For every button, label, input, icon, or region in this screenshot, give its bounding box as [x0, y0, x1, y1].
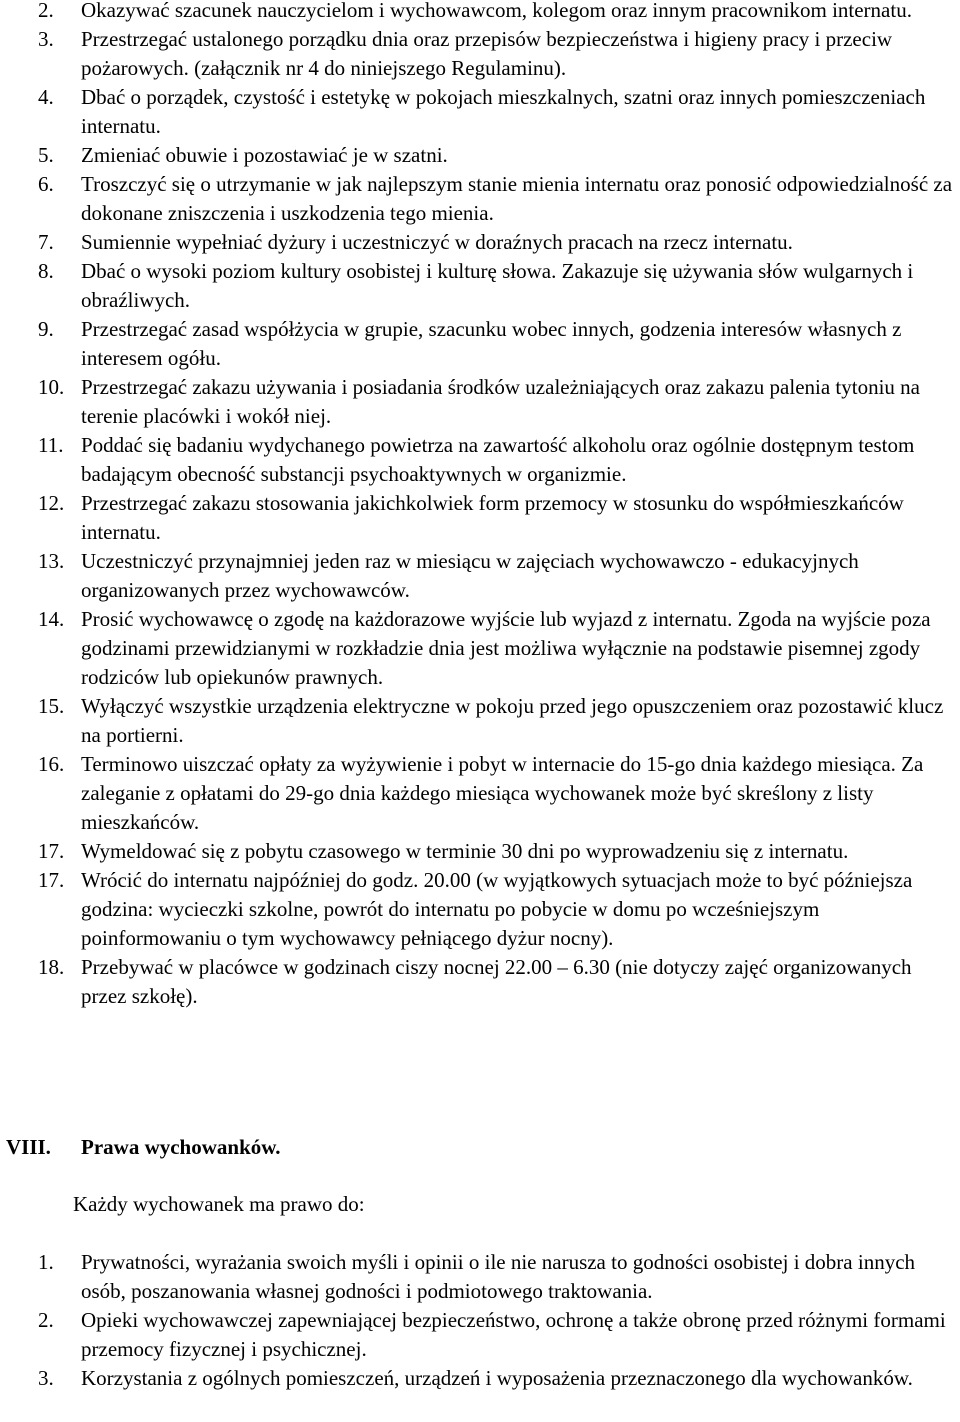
- list-item: [0, 431, 960, 489]
- item-number: 17.: [38, 839, 65, 863]
- item-text: Terminowo uiszczać opłaty za wyżywienie i pobyt w internacie do 15-go dnia każdego miesiąca. Za zaleganie z opłatami do 29-go dnia każdego miesiąca wychowanek może być skreślony z listy mieszkańców.: [81, 752, 924, 834]
- list-item: [0, 0, 960, 25]
- item-number: 3.: [38, 27, 54, 51]
- item-number: 1.: [38, 1250, 54, 1274]
- item-text: Przestrzegać zakazu stosowania jakichkolwiek form przemocy w stosunku do współmieszkańców internatu.: [81, 491, 904, 544]
- item-text: Dbać o porządek, czystość i estetykę w pokojach mieszkalnych, szatni oraz innych pomieszczeniach internatu.: [81, 85, 926, 138]
- item-text: Wrócić do internatu najpóźniej do godz. 20.00 (w wyjątkowych sytuacjach może to być późniejsza godzina: wycieczki szkolne, powrót do internatu po pobycie w domu po wcześniejszym poinformowaniu o tym wychowawcy pełniącego dyżur nocny).: [81, 868, 913, 950]
- list-item: [0, 692, 960, 750]
- item-number: 9.: [38, 317, 54, 341]
- item-number: 11.: [38, 433, 64, 457]
- item-number: 16.: [38, 752, 65, 776]
- rights-list: [0, 1248, 960, 1393]
- item-text: Troszczyć się o utrzymanie w jak najlepszym stanie mienia internatu oraz ponosić odpowiedzialność za dokonane zniszczenia i uszkodzenia tego mienia.: [81, 172, 953, 225]
- item-number: 2.: [38, 0, 54, 22]
- item-number: 18.: [38, 955, 65, 979]
- item-number: 17.: [38, 868, 65, 892]
- item-text: Poddać się badaniu wydychanego powietrza na zawartość alkoholu oraz ogólnie dostępnym testom badającym obecność substancji psychoaktywnych w organizmie.: [81, 433, 915, 486]
- list-item: [0, 1364, 960, 1393]
- item-number: 15.: [38, 694, 65, 718]
- list-item: [0, 141, 960, 170]
- list-item: [0, 315, 960, 373]
- item-text: Przestrzegać zasad współżycia w grupie, szacunku wobec innych, godzenia interesów własnych z interesem ogółu.: [81, 317, 902, 370]
- item-number: 10.: [38, 375, 65, 399]
- item-number: 14.: [38, 607, 65, 631]
- item-text: Korzystania z ogólnych pomieszczeń, urządzeń i wyposażenia przeznaczonego dla wychowanków.: [81, 1366, 913, 1390]
- item-number: 12.: [38, 491, 65, 515]
- list-item: [0, 1248, 960, 1306]
- item-text: Prosić wychowawcę o zgodę na każdorazowe wyjście lub wyjazd z internatu. Zgoda na wyjście poza godzinami przewidzianymi w rozkładzie dnia jest możliwa wyłącznie na podstawie pisemnej zgody rodziców lub opiekunów prawnych.: [81, 607, 931, 689]
- section-title: Prawa wychowanków.: [81, 1135, 281, 1159]
- list-item: [0, 837, 960, 866]
- list-item: [0, 547, 960, 605]
- item-text: Wyłączyć wszystkie urządzenia elektryczne w pokoju przed jego opuszczeniem oraz pozostawić klucz na portierni.: [81, 694, 944, 747]
- list-item: [0, 25, 960, 83]
- item-number: 2.: [38, 1308, 54, 1332]
- list-item: [0, 257, 960, 315]
- item-text: Wymeldować się z pobytu czasowego w terminie 30 dni po wyprowadzeniu się z internatu.: [81, 839, 849, 863]
- item-number: 5.: [38, 143, 54, 167]
- list-item: [0, 489, 960, 547]
- item-text: Uczestniczyć przynajmniej jeden raz w miesiącu w zajęciach wychowawczo - edukacyjnych organizowanych przez wychowawców.: [81, 549, 859, 602]
- item-number: 13.: [38, 549, 65, 573]
- list-item: [0, 170, 960, 228]
- list-item: [0, 605, 960, 692]
- item-text: Przestrzegać zakazu używania i posiadania środków uzależniających oraz zakazu palenia tytoniu na terenie placówki i wokół niej.: [81, 375, 921, 428]
- list-item: [0, 83, 960, 141]
- item-text: Opieki wychowawczej zapewniającej bezpieczeństwo, ochronę a także obronę przed różnymi formami przemocy fizycznej i psychicznej.: [81, 1308, 946, 1361]
- item-text: Sumiennie wypełniać dyżury i uczestniczyć w doraźnych pracach na rzecz internatu.: [81, 230, 793, 254]
- item-number: 6.: [38, 172, 54, 196]
- item-text: Okazywać szacunek nauczycielom i wychowawcom, kolegom oraz innym pracownikom internatu.: [81, 0, 912, 22]
- list-item: [0, 750, 960, 837]
- list-item: [0, 953, 960, 1011]
- section-number: VIII.: [6, 1135, 51, 1159]
- item-number: 3.: [38, 1366, 54, 1390]
- item-text: Przestrzegać ustalonego porządku dnia oraz przepisów bezpieczeństwa i higieny pracy i przeciw pożarowych. (załącznik nr 4 do niniejszego Regulaminu).: [81, 27, 893, 80]
- item-number: 8.: [38, 259, 54, 283]
- item-number: 4.: [38, 85, 54, 109]
- item-text: Zmieniać obuwie i pozostawiać je w szatni.: [81, 143, 448, 167]
- list-item: [0, 1306, 960, 1364]
- item-text: Dbać o wysoki poziom kultury osobistej i kulturę słowa. Zakazuje się używania słów wulgarnych i obraźliwych.: [81, 259, 914, 312]
- list-item: [0, 228, 960, 257]
- list-item: [0, 866, 960, 953]
- item-text: Przebywać w placówce w godzinach ciszy nocnej 22.00 – 6.30 (nie dotyczy zajęć organizowanych przez szkołę).: [81, 955, 912, 1008]
- item-text: Prywatności, wyrażania swoich myśli i opinii o ile nie narusza to godności osobistej i dobra innych osób, poszanowania własnej godności i podmiotowego traktowania.: [81, 1250, 916, 1303]
- item-number: 7.: [38, 230, 54, 254]
- intro-text: Każdy wychowanek ma prawo do:: [73, 1192, 365, 1216]
- list-item: [0, 373, 960, 431]
